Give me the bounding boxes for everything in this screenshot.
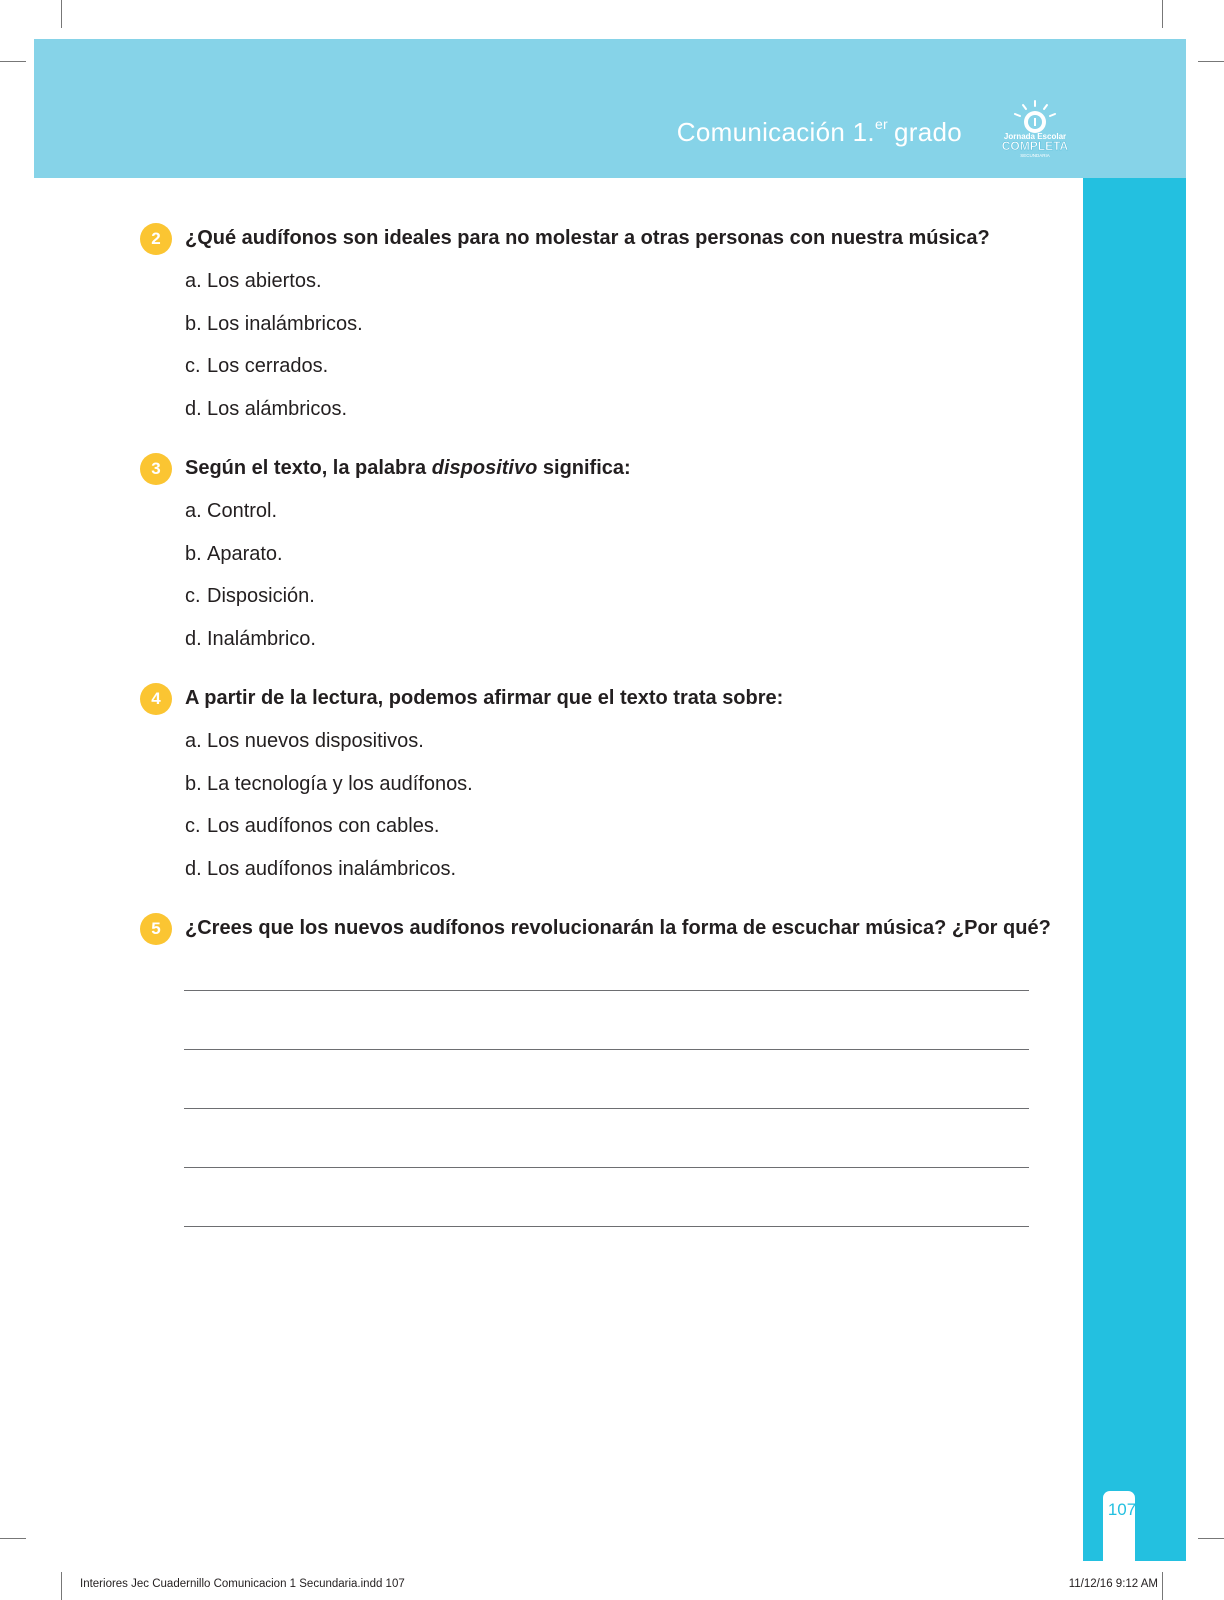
- crop-mark: [1198, 61, 1224, 62]
- option-d[interactable]: [185, 857, 473, 900]
- question-text: ¿Crees que los nuevos audífonos revolucionarán la forma de escuchar música? ¿Por qué?: [185, 917, 1051, 939]
- option-text: Los cerrados.: [207, 355, 329, 377]
- option-letter: b.: [185, 542, 202, 565]
- option-text: Inalámbrico.: [207, 627, 316, 650]
- crop-mark: [1198, 1538, 1224, 1539]
- answer-line[interactable]: [184, 1167, 1029, 1168]
- question-text: ¿Qué audífonos son ideales para no molestar a otras personas con nuestra música?: [185, 227, 990, 249]
- question-text-part: significa:: [537, 457, 631, 479]
- option-letter: b.: [185, 772, 202, 795]
- option-text: Los nuevos dispositivos.: [207, 730, 424, 752]
- question-text: [185, 457, 631, 480]
- option-letter: d.: [185, 397, 202, 420]
- crop-mark: [61, 0, 62, 28]
- crop-mark: [1162, 0, 1163, 28]
- option-text: Control.: [207, 500, 278, 522]
- option-letter: d.: [185, 857, 202, 880]
- option-b[interactable]: [185, 772, 473, 815]
- option-letter: c.: [185, 815, 201, 837]
- question-text-italic: dispositivo: [431, 457, 538, 479]
- options-list: [185, 499, 316, 669]
- crop-mark: [1162, 1572, 1163, 1600]
- option-a[interactable]: [185, 729, 473, 772]
- grade-label: grado: [894, 117, 962, 147]
- option-letter: a.: [185, 500, 202, 522]
- option-a[interactable]: [185, 269, 363, 312]
- option-d[interactable]: [185, 397, 363, 440]
- option-text: Aparato.: [207, 542, 283, 565]
- option-b[interactable]: [185, 542, 316, 585]
- option-letter: a.: [185, 270, 202, 292]
- logo-text: Jornada Escolar: [1003, 132, 1067, 141]
- option-text: Disposición.: [207, 585, 315, 607]
- option-letter: d.: [185, 627, 202, 650]
- option-letter: b.: [185, 312, 202, 335]
- page-number: 107: [1107, 1500, 1137, 1519]
- page-title: [677, 116, 962, 148]
- option-d[interactable]: [185, 627, 316, 670]
- option-letter: a.: [185, 730, 202, 752]
- crop-mark: [0, 61, 26, 62]
- options-list: [185, 269, 363, 439]
- option-c[interactable]: [185, 814, 473, 857]
- grade-superscript: er: [874, 116, 888, 132]
- logo-text: SECUNDARIA: [1020, 153, 1050, 158]
- question-number-badge: 3: [140, 453, 172, 485]
- question-text-part: Según el texto, la palabra: [185, 457, 432, 479]
- option-text: Los inalámbricos.: [207, 312, 363, 335]
- option-letter: c.: [185, 355, 201, 377]
- answer-line[interactable]: [184, 990, 1029, 991]
- side-band: [1083, 178, 1186, 1561]
- question-number-badge: 5: [140, 913, 172, 945]
- footer-filename: Interiores Jec Cuadernillo Comunicacion 1 Secundaria.indd 107: [80, 1578, 405, 1590]
- crop-mark: [0, 1538, 26, 1539]
- footer-timestamp: 11/12/16 9:12 AM: [1068, 1578, 1158, 1590]
- question-number-badge: 2: [140, 223, 172, 255]
- answer-line[interactable]: [184, 1108, 1029, 1109]
- option-c[interactable]: [185, 354, 363, 397]
- answer-line[interactable]: [184, 1049, 1029, 1050]
- option-text: Los audífonos con cables.: [207, 815, 440, 837]
- options-list: [185, 729, 473, 899]
- option-text: Los audífonos inalámbricos.: [207, 857, 457, 880]
- option-text: Los abiertos.: [207, 270, 322, 292]
- answer-line[interactable]: [184, 1226, 1029, 1227]
- crop-mark: [61, 1572, 62, 1600]
- question-text: A partir de la lectura, podemos afirmar que el texto trata sobre:: [185, 687, 784, 709]
- jornada-escolar-logo: [996, 98, 1074, 160]
- logo-text: COMPLETA: [1001, 139, 1069, 153]
- option-letter: c.: [185, 585, 201, 607]
- option-b[interactable]: [185, 312, 363, 355]
- option-c[interactable]: [185, 584, 316, 627]
- subject-label: Comunicación 1.: [676, 117, 875, 147]
- question-number-badge: 4: [140, 683, 172, 715]
- option-text: La tecnología y los audífonos.: [207, 772, 473, 795]
- option-text: Los alámbricos.: [207, 397, 348, 420]
- option-a[interactable]: [185, 499, 316, 542]
